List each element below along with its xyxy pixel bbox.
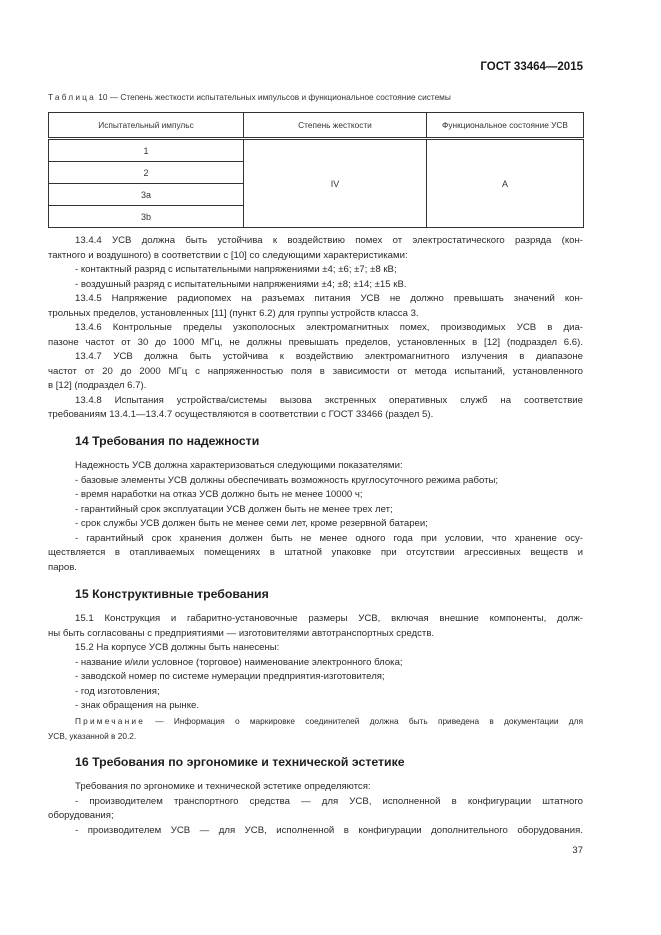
text-line: трольных пределов, установленных [11] (пункт 6.2) для группы устройств класса 3. bbox=[48, 307, 419, 319]
text-line: - воздушный разряд с испытательными напряжениями ±4; ±8; ±14; ±15 кВ. bbox=[75, 278, 407, 290]
text-line: требованиям 13.4.1—13.4.7 осуществляются в соответствии с ГОСТ 33466 (раздел 5). bbox=[48, 409, 434, 420]
text-line: 13.4.7 УСВ должна быть устойчива к воздействию электромагнитного излучения в диапазоне bbox=[75, 351, 583, 362]
text-line: - заводской номер по системе нумерации предприятия-изготовителя; bbox=[75, 671, 385, 682]
text-line: пазоне частот от 30 до 1000 МГц, не должны превышать пределов, установленных в [12] (подраздел 6.6). bbox=[48, 336, 583, 348]
table-caption bbox=[48, 92, 451, 102]
text-line: Требования по эргономике и технической эстетике определяются: bbox=[75, 781, 371, 792]
column-header: Испытательный импульс bbox=[49, 113, 244, 139]
section-heading: 16 Требования по эргономике и технической эстетике bbox=[75, 755, 405, 769]
text-line: - базовые элементы УСВ должны обеспечивать возможность круглосуточного режима работы; bbox=[75, 474, 499, 486]
text-line: 15.1 Конструкция и габаритно-установочные размеры УСВ, включая внешние компоненты, долж- bbox=[75, 613, 583, 624]
impulse-cell: 1 bbox=[49, 139, 244, 162]
state-cell: A bbox=[427, 139, 584, 228]
document-id: ГОСТ 33464—2015 bbox=[480, 61, 583, 73]
paragraph-block bbox=[48, 234, 583, 423]
severity-cell: IV bbox=[244, 139, 427, 228]
text-line: - год изготовления; bbox=[75, 685, 160, 697]
text-line: - время наработки на отказ УСВ должно быть не менее 10000 ч; bbox=[75, 489, 363, 500]
note-label: Примечание bbox=[75, 716, 146, 726]
text-line: тактного и воздушного) в соответствии с [10] со следующими характеристиками: bbox=[48, 249, 408, 261]
text-line: оборудования; bbox=[48, 810, 114, 821]
text-line: - производителем транспортного средства — для УСВ, исполненной в конфигурации штатного bbox=[75, 795, 583, 807]
text-line: паров. bbox=[48, 561, 77, 573]
text-line: - гарантийный срок хранения должен быть не менее одного года при условии, что хранение осу- bbox=[75, 532, 583, 544]
text-line: 13.4.6 Контрольные пределы узкополосных электромагнитных помех, производимых УСВ в диа- bbox=[75, 322, 583, 333]
table-row bbox=[49, 139, 584, 162]
text-line: - гарантийный срок эксплуатации УСВ должен быть не менее трех лет; bbox=[75, 503, 393, 515]
text-line bbox=[48, 714, 583, 729]
text-line: - знак обращения на рынке. bbox=[75, 700, 200, 711]
section-heading: 15 Конструктивные требования bbox=[75, 587, 269, 601]
text-line: - срок службы УСВ должен быть не менее семи лет, кроме резервной батареи; bbox=[75, 518, 428, 529]
impulse-cell: 2 bbox=[49, 162, 244, 184]
text-line: в [12] (подраздел 6.7). bbox=[48, 380, 147, 391]
note-text: — Информация о маркировке соединителей должна быть приведена в документации для bbox=[145, 716, 583, 726]
column-header: Степень жесткости bbox=[244, 113, 427, 139]
paragraph-block bbox=[48, 612, 583, 714]
text-line: УСВ, указанной в 20.2. bbox=[48, 730, 137, 741]
table-caption-text: 10 — Степень жесткости испытательных импульсов и функциональное состояние системы bbox=[95, 92, 451, 102]
note bbox=[48, 714, 583, 743]
severity-table bbox=[48, 112, 584, 228]
page-number: 37 bbox=[572, 845, 583, 856]
paragraph-block bbox=[48, 459, 583, 575]
column-header: Функциональное состояние УСВ bbox=[427, 113, 584, 139]
text-line: Надежность УСВ должна характеризоваться следующими показателями: bbox=[75, 460, 403, 471]
text-line: - контактный разряд с испытательными напряжениями ±4; ±6; ±7; ±8 кВ; bbox=[75, 264, 397, 275]
text-line: 13.4.4 УСВ должна быть устойчива к воздействию помех от электростатического разряда (кон- bbox=[75, 235, 583, 246]
text-line: 13.4.5 Напряжение радиопомех на разъемах питания УСВ не должно превышать значений кон- bbox=[75, 293, 583, 304]
text-line: 13.4.8 Испытания устройства/системы вызова экстренных оперативных служб на соответствие bbox=[75, 394, 583, 406]
table-header-row bbox=[49, 113, 584, 139]
table-caption-prefix: Таблица bbox=[48, 92, 96, 102]
text-line: 15.2 На корпусе УСВ должны быть нанесены: bbox=[75, 642, 280, 653]
paragraph-block bbox=[48, 780, 583, 838]
impulse-cell: 3a bbox=[49, 184, 244, 206]
text-line: ны быть согласованы с предприятиями — изготовителями автотранспортных средств. bbox=[48, 627, 435, 639]
section-heading: 14 Требования по надежности bbox=[75, 434, 260, 448]
text-line: - производителем УСВ — для УСВ, исполненной в конфигурации дополнительного оборудования. bbox=[75, 824, 583, 836]
text-line: - название и/или условное (торговое) наименование электронного блока; bbox=[75, 656, 403, 668]
impulse-cell: 3b bbox=[49, 206, 244, 228]
text-line: частот от 20 до 2000 МГц с напряженностью поля в зависимости от метода испытаний, установленного bbox=[48, 365, 583, 377]
text-line: ществляется в отапливаемых помещениях в штатной упаковке при отсутствии агрессивных веществ и bbox=[48, 547, 583, 558]
